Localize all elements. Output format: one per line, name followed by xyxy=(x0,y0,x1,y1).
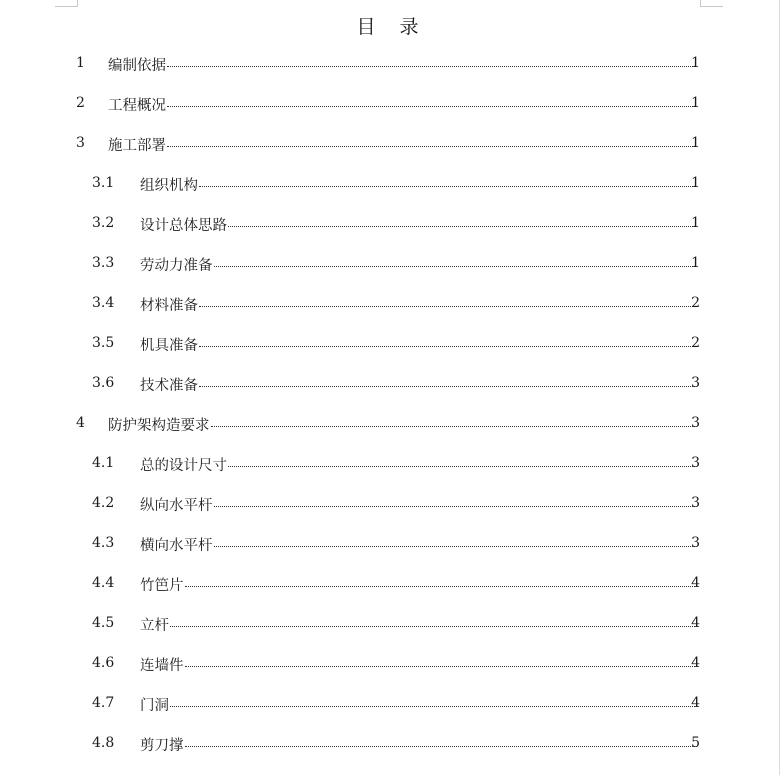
toc-entry-number: 3.3 xyxy=(92,255,115,271)
toc-entry-title[interactable]: 工程概况 xyxy=(108,98,166,114)
toc-entry[interactable] xyxy=(0,285,780,325)
toc-entry[interactable] xyxy=(0,605,780,645)
toc-dot-leader xyxy=(199,186,695,187)
toc-entry[interactable] xyxy=(0,565,780,605)
toc-entry-title[interactable]: 编制依据 xyxy=(108,58,166,74)
toc-entry-title[interactable]: 防护架构造要求 xyxy=(108,418,210,434)
toc-entry-page-number[interactable]: 4 xyxy=(691,655,700,671)
toc-entry-title[interactable]: 总的设计尺寸 xyxy=(140,458,227,474)
toc-entry-line xyxy=(140,494,698,515)
toc-entry-line xyxy=(140,574,698,595)
toc-entry-line xyxy=(108,134,698,155)
toc-entry-page-number[interactable]: 3 xyxy=(691,375,700,391)
toc-entry[interactable] xyxy=(0,525,780,565)
crop-mark-top-right xyxy=(700,0,723,7)
toc-entry-page-number[interactable]: 3 xyxy=(691,495,700,511)
toc-entry[interactable] xyxy=(0,165,780,205)
toc-entry-title[interactable]: 技术准备 xyxy=(140,378,198,394)
toc-entry-page-number[interactable]: 1 xyxy=(691,255,700,271)
toc-entry-title[interactable]: 竹笆片 xyxy=(140,578,184,594)
toc-entry-line xyxy=(140,334,698,355)
crop-mark-top-left xyxy=(55,0,78,7)
toc-entry-title[interactable]: 材料准备 xyxy=(140,298,198,314)
toc-entry[interactable] xyxy=(0,125,780,165)
toc-dot-leader xyxy=(167,66,695,67)
toc-entry[interactable] xyxy=(0,45,780,85)
toc-dot-leader xyxy=(228,466,695,467)
toc-entry[interactable] xyxy=(0,405,780,445)
toc-entry-page-number[interactable]: 4 xyxy=(691,575,700,591)
toc-dot-leader xyxy=(214,266,696,267)
toc-entry-title[interactable]: 施工部署 xyxy=(108,138,166,154)
toc-entry-page-number[interactable]: 3 xyxy=(691,455,700,471)
toc-entry-title[interactable]: 设计总体思路 xyxy=(140,218,227,234)
toc-dot-leader xyxy=(167,106,695,107)
toc-entry-title[interactable]: 剪刀撑 xyxy=(140,738,184,754)
toc-entry-page-number[interactable]: 1 xyxy=(691,55,700,71)
toc-entry-line xyxy=(108,94,698,115)
toc-entry-title[interactable]: 机具准备 xyxy=(140,338,198,354)
toc-entry-title[interactable]: 连墙件 xyxy=(140,658,184,674)
toc-dot-leader xyxy=(185,666,696,667)
toc-entry-number: 3.1 xyxy=(92,175,115,191)
toc-entry-number: 4.6 xyxy=(92,655,115,671)
toc-entry-title[interactable]: 组织机构 xyxy=(140,178,198,194)
toc-entry-line xyxy=(140,294,698,315)
toc-entry-title[interactable]: 立杆 xyxy=(140,618,169,634)
toc-entry-page-number[interactable]: 4 xyxy=(691,615,700,631)
toc-entry-number: 2 xyxy=(76,95,85,111)
toc-entry-number: 4.8 xyxy=(92,735,115,751)
toc-entry-number: 4.1 xyxy=(92,455,115,471)
toc-entry[interactable] xyxy=(0,645,780,685)
toc-entry[interactable] xyxy=(0,685,780,725)
toc-entry[interactable] xyxy=(0,325,780,365)
toc-entry-line xyxy=(108,54,698,75)
toc-entry-page-number[interactable]: 5 xyxy=(691,735,700,751)
toc-entry-number: 3.6 xyxy=(92,375,115,391)
toc-dot-leader xyxy=(185,746,696,747)
toc-entry-line xyxy=(140,254,698,275)
toc-entry-line xyxy=(140,654,698,675)
toc-dot-leader xyxy=(199,386,695,387)
toc-entry-page-number[interactable]: 3 xyxy=(691,415,700,431)
toc-entry-number: 4.2 xyxy=(92,495,115,511)
toc-entry-page-number[interactable]: 2 xyxy=(691,295,700,311)
toc-entry[interactable] xyxy=(0,485,780,525)
toc-entry-line xyxy=(140,454,698,475)
toc-dot-leader xyxy=(170,706,695,707)
toc-entry-line xyxy=(140,734,698,755)
toc-dot-leader xyxy=(185,586,696,587)
toc-entry-number: 3.4 xyxy=(92,295,115,311)
toc-entry-page-number[interactable]: 3 xyxy=(691,535,700,551)
toc-entry-line xyxy=(140,534,698,555)
toc-entry-number: 1 xyxy=(76,55,85,71)
toc-entry[interactable] xyxy=(0,245,780,285)
toc-dot-leader xyxy=(167,146,695,147)
table-of-contents xyxy=(0,45,780,765)
toc-entry-line xyxy=(140,214,698,235)
toc-entry-number: 4.5 xyxy=(92,615,115,631)
toc-entry-page-number[interactable]: 2 xyxy=(691,335,700,351)
toc-entry-line xyxy=(140,614,698,635)
toc-entry-number: 4.7 xyxy=(92,695,115,711)
toc-dot-leader xyxy=(199,346,695,347)
toc-entry-page-number[interactable]: 1 xyxy=(691,215,700,231)
toc-entry-title[interactable]: 横向水平杆 xyxy=(140,538,213,554)
toc-entry-line xyxy=(140,374,698,395)
toc-dot-leader xyxy=(211,426,696,427)
toc-entry-title[interactable]: 劳动力准备 xyxy=(140,258,213,274)
toc-dot-leader xyxy=(199,306,695,307)
toc-title: 目 录 xyxy=(356,16,428,38)
toc-entry[interactable] xyxy=(0,85,780,125)
toc-entry-line xyxy=(108,414,698,435)
toc-entry-number: 4.3 xyxy=(92,535,115,551)
toc-dot-leader xyxy=(214,506,696,507)
toc-entry-page-number[interactable]: 1 xyxy=(691,135,700,151)
toc-dot-leader xyxy=(214,546,696,547)
toc-entry-number: 3 xyxy=(76,135,85,151)
toc-entry[interactable] xyxy=(0,725,780,765)
toc-entry-page-number[interactable]: 1 xyxy=(691,95,700,111)
toc-entry-title[interactable]: 纵向水平杆 xyxy=(140,498,213,514)
toc-entry-line xyxy=(140,174,698,195)
toc-entry[interactable] xyxy=(0,205,780,245)
toc-entry-line xyxy=(140,694,698,715)
toc-entry-page-number[interactable]: 1 xyxy=(691,175,700,191)
toc-entry[interactable] xyxy=(0,445,780,485)
toc-entry[interactable] xyxy=(0,365,780,405)
toc-entry-title[interactable]: 门洞 xyxy=(140,698,169,714)
toc-entry-number: 3.2 xyxy=(92,215,115,231)
toc-entry-number: 4.4 xyxy=(92,575,115,591)
toc-entry-number: 4 xyxy=(76,415,85,431)
toc-entry-page-number[interactable]: 4 xyxy=(691,695,700,711)
toc-entry-number: 3.5 xyxy=(92,335,115,351)
toc-dot-leader xyxy=(170,626,695,627)
toc-dot-leader xyxy=(228,226,695,227)
